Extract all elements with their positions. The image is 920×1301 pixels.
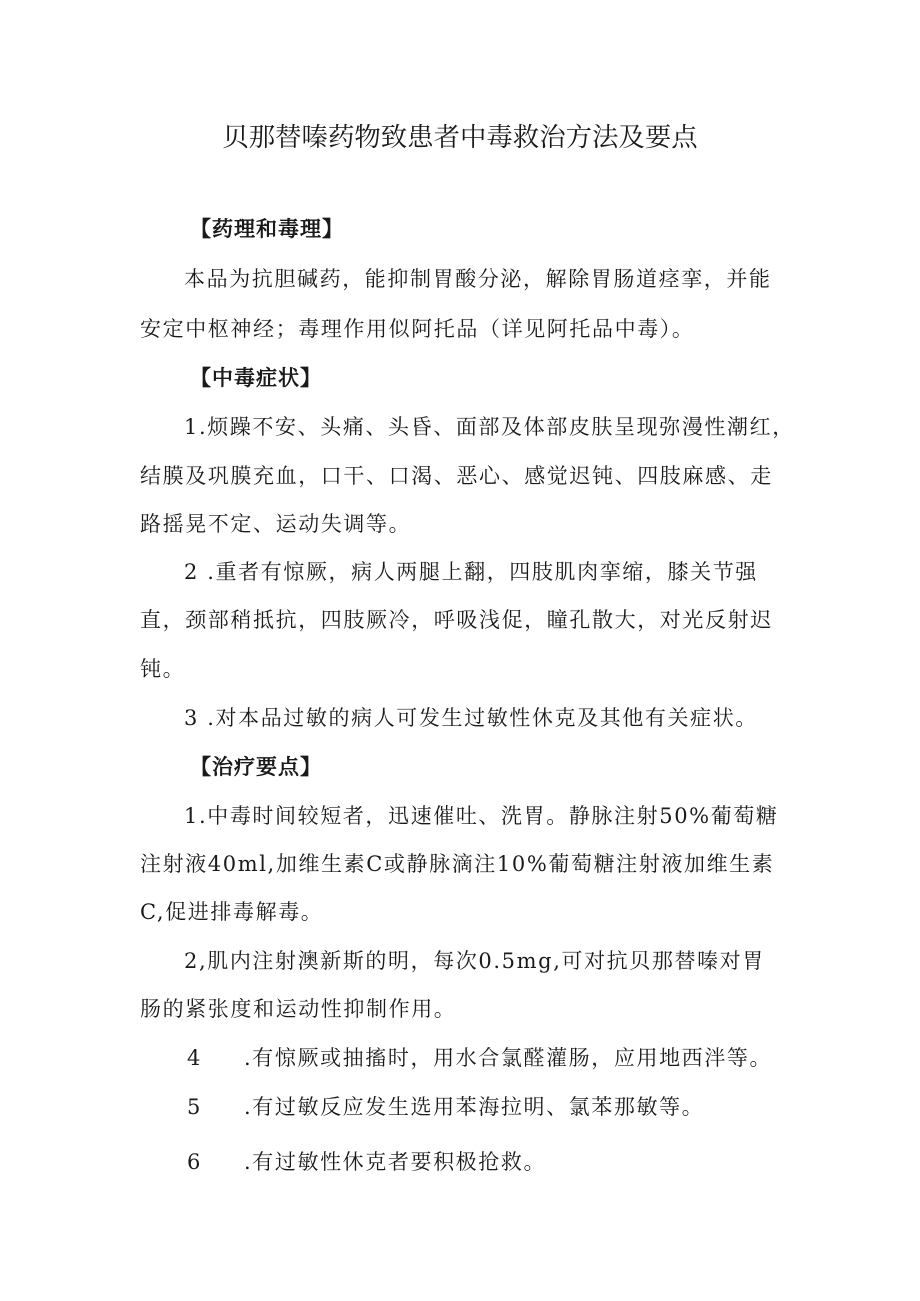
paragraph-line: 2 .重者有惊厥，病人两腿上翻，四肢肌肉挛缩，膝关节强 (184, 560, 758, 584)
paragraph-line: 肠的紧张度和运动性抑制作用。 (140, 997, 457, 1021)
list-item-text: .有过敏反应发生选用苯海拉明、氯苯那敏等。 (244, 1095, 705, 1119)
paragraph-line: 直，颈部稍抵抗，四肢厥冷，呼吸浅促，瞳孔散大，对光反射迟 (140, 608, 773, 632)
paragraph-line: 结膜及巩膜充血，口干、口渴、恶心、感觉迟钝、四肢麻感、走 (140, 464, 773, 488)
paragraph-line: 安定中枢神经；毒理作用似阿托品（详见阿托品中毒）。 (140, 317, 695, 341)
paragraph-line: 钝。 (140, 657, 186, 681)
paragraph-line: 路摇晃不定、运动失调等。 (140, 512, 412, 536)
list-number: 6 (187, 1150, 201, 1174)
paragraph-line: 2,肌内注射澳新斯的明，每次0.5mg,可对抗贝那替嗪对胃 (184, 949, 765, 973)
paragraph-line: 1.烦躁不安、头痛、头昏、面部及体部皮肤呈现弥漫性潮红， (184, 415, 795, 439)
paragraph-line: 1.中毒时间较短者，迅速催吐、洗胃。静脉注射50%葡萄糖 (184, 804, 779, 828)
list-number: 4 (187, 1046, 201, 1070)
list-number: 5 (187, 1095, 201, 1119)
section-heading-pharmacology: 【药理和毒理】 (190, 217, 344, 241)
section-heading-treatment: 【治疗要点】 (190, 755, 322, 779)
list-item-text: .有惊厥或抽搐时，用水合氯醛灌肠，应用地西泮等。 (244, 1046, 773, 1070)
paragraph-line: C,促进排毒解毒。 (140, 900, 324, 924)
section-heading-symptoms: 【中毒症状】 (190, 366, 322, 390)
paragraph-line: 注射液40ml,加维生素C或静脉滴注10%葡萄糖注射液加维生素 (140, 852, 775, 876)
paragraph-line: 3 .对本品过敏的病人可发生过敏性休克及其他有关症状。 (184, 706, 758, 730)
list-item-text: .有过敏性休克者要积极抢救。 (244, 1150, 547, 1174)
paragraph-line: 本品为抗胆碱药，能抑制胃酸分泌，解除胃肠道痉挛，并能 (184, 267, 772, 291)
document-title: 贝那替嗪药物致患者中毒救治方法及要点 (222, 122, 698, 153)
